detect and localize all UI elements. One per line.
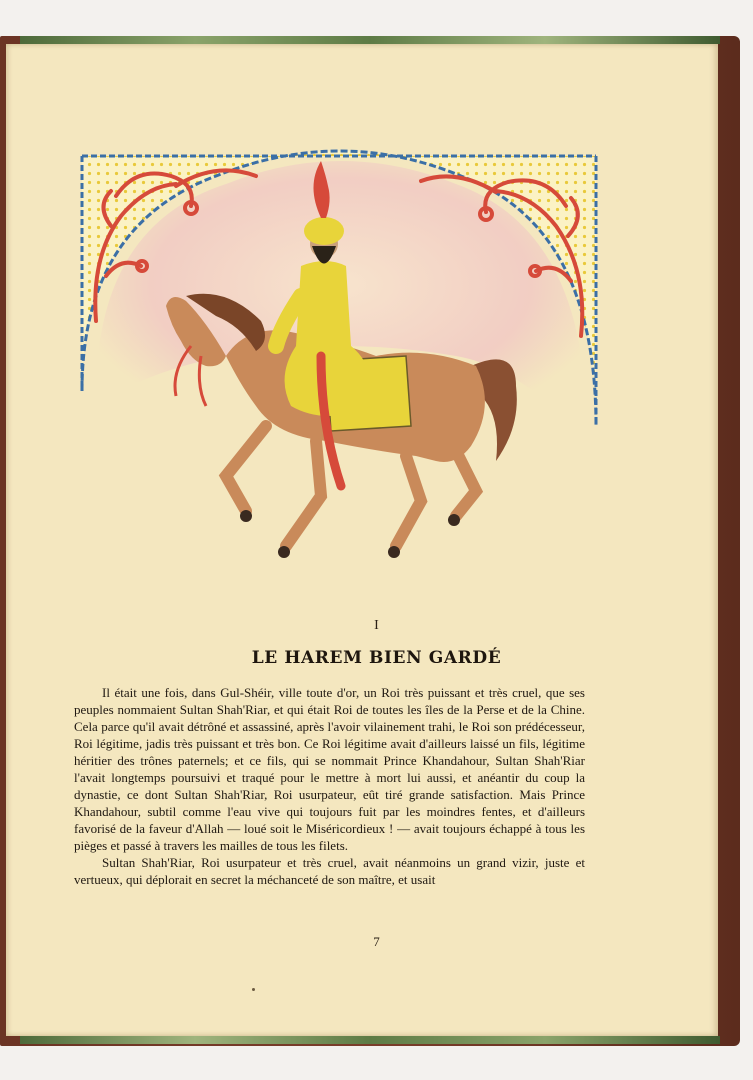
chapter-title: LE HAREM BIEN GARDÉ: [251, 648, 502, 668]
marbled-edge-bottom: [20, 1036, 720, 1044]
sultan-on-horse-illustration: [76, 106, 606, 576]
horse-hooves: [240, 510, 460, 558]
marbled-edge-top: [20, 36, 720, 44]
body-text: [74, 684, 585, 888]
rider-turban: [304, 217, 344, 245]
paper-speck: [252, 988, 255, 991]
paragraph: Sultan Shah'Riar, Roi usurpateur et très cruel, avait néanmoins un grand vizir, juste et vertueux, qui déplorait en secret la méchanceté de son maître, et usait: [74, 855, 585, 887]
paragraph: Il était une fois, dans Gul-Shéir, ville toute d'or, un Roi très puissant et très cruel, que ses peuples nommaient Sultan Shah'Riar, et qui était Roi de toutes les îles de la Perse et de la Chine. Cela parce qu'il avait détrôné et assassiné, après l'avoir vilainement trahi, le Roi son prédécesseur, Roi légitime, jadis très puissant et très bon. Ce Roi légitime avait d'ailleurs laissé un fils, légitime héritier des trônes paternels; et ce fils, qui se nommait Prince Khandahour, Sultan Shah'Riar l'avait longtemps poursuivi et traqué pour le mettre à mort lui aussi, et anéantir du coup la dynastie, ce dont Sultan Shah'Riar, Roi usurpateur, eût tiré grande satisfaction. Mais Prince Khandahour, subtil comme l'eau vive qui toujours fuit par les moindres fentes, et d'ailleurs favorisé de la faveur d'Allah — loué soit le Miséricordieux ! — avait toujours échappé à tous les pièges et passé à travers les mailles de tous les filets.: [74, 685, 585, 853]
chapter-number: I: [374, 618, 379, 633]
page-number: 7: [373, 934, 380, 949]
